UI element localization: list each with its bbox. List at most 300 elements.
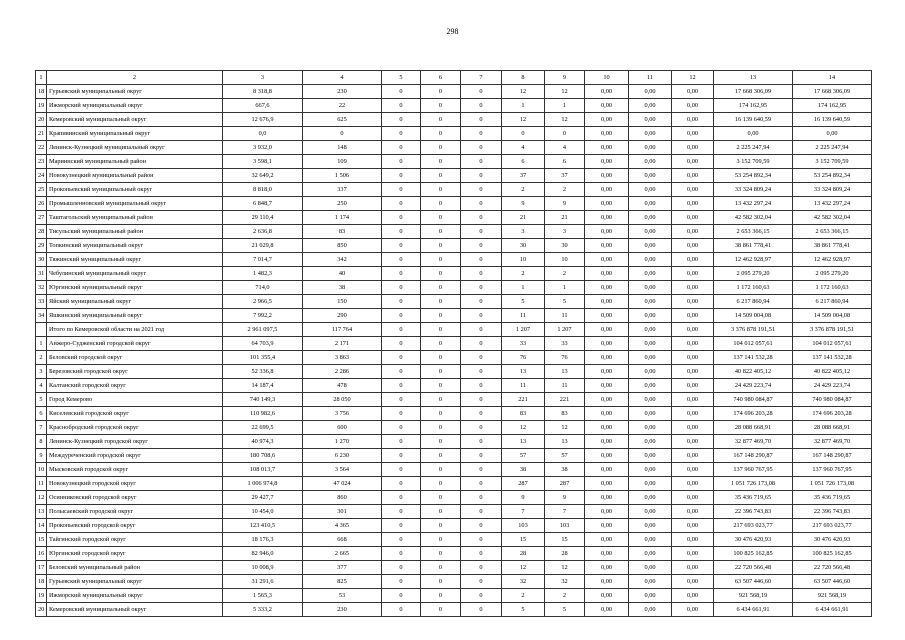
value-cell-col5: 0 <box>382 351 421 365</box>
table-row <box>36 477 872 491</box>
value-cell-col6: 0 <box>421 169 461 183</box>
table-row <box>36 85 872 99</box>
territory-name-cell: Крапивинский муниципальный округ <box>47 127 223 141</box>
value-cell-col3: 1 482,3 <box>223 267 303 281</box>
value-cell-col11: 0,00 <box>629 253 672 267</box>
value-cell-col7: 0 <box>461 351 502 365</box>
value-cell-col8: 28 <box>502 547 545 561</box>
value-cell-col6: 0 <box>421 225 461 239</box>
value-cell-col5: 0 <box>382 603 421 617</box>
value-cell-col7: 0 <box>461 533 502 547</box>
value-cell-col5: 0 <box>382 211 421 225</box>
value-cell-col4: 478 <box>303 379 382 393</box>
value-cell-col10: 0,00 <box>585 253 629 267</box>
value-cell-col7: 0 <box>461 141 502 155</box>
value-cell-col7: 0 <box>461 589 502 603</box>
territory-name-cell: Итого по Кемеровской области на 2021 год <box>47 323 223 337</box>
value-cell-col12: 0,00 <box>672 183 714 197</box>
value-cell-col8: 12 <box>502 85 545 99</box>
value-cell-col13: 2 225 247,94 <box>714 141 793 155</box>
value-cell-col10: 0,00 <box>585 169 629 183</box>
table-row <box>36 603 872 617</box>
value-cell-col3: 3 598,1 <box>223 155 303 169</box>
value-cell-col10: 0,00 <box>585 113 629 127</box>
value-cell-col3: 8 818,0 <box>223 183 303 197</box>
value-cell-col12: 0,00 <box>672 211 714 225</box>
value-cell-col11: 0,00 <box>629 519 672 533</box>
value-cell-col14: 3 152 709,59 <box>793 155 872 169</box>
value-cell-col7: 0 <box>461 309 502 323</box>
territory-name-cell: Березовский городской округ <box>47 365 223 379</box>
table-row <box>36 463 872 477</box>
value-cell-col4: 337 <box>303 183 382 197</box>
row-number-cell: 20 <box>36 113 47 127</box>
value-cell-col9: 37 <box>545 169 585 183</box>
table-row <box>36 435 872 449</box>
row-number-cell: 5 <box>36 393 47 407</box>
table-row <box>36 113 872 127</box>
value-cell-col9: 13 <box>545 365 585 379</box>
value-cell-col10: 0,00 <box>585 407 629 421</box>
value-cell-col5: 0 <box>382 561 421 575</box>
value-cell-col3: 40 974,3 <box>223 435 303 449</box>
value-cell-col11: 0,00 <box>629 407 672 421</box>
value-cell-col4: 1 174 <box>303 211 382 225</box>
value-cell-col4: 3 863 <box>303 351 382 365</box>
row-number-cell: 8 <box>36 435 47 449</box>
value-cell-col7: 0 <box>461 169 502 183</box>
value-cell-col9: 28 <box>545 547 585 561</box>
value-cell-col6: 0 <box>421 239 461 253</box>
row-number-cell: 17 <box>36 561 47 575</box>
value-cell-col9: 6 <box>545 155 585 169</box>
value-cell-col6: 0 <box>421 99 461 113</box>
value-cell-col8: 5 <box>502 603 545 617</box>
row-number-cell: 19 <box>36 99 47 113</box>
value-cell-col6: 0 <box>421 183 461 197</box>
table-row <box>36 407 872 421</box>
value-cell-col6: 0 <box>421 603 461 617</box>
value-cell-col3: 52 336,8 <box>223 365 303 379</box>
value-cell-col5: 0 <box>382 365 421 379</box>
territory-name-cell: Осинниковский городской округ <box>47 491 223 505</box>
value-cell-col8: 12 <box>502 113 545 127</box>
value-cell-col14: 0,00 <box>793 127 872 141</box>
value-cell-col5: 0 <box>382 379 421 393</box>
value-cell-col13: 16 139 640,59 <box>714 113 793 127</box>
value-cell-col10: 0,00 <box>585 155 629 169</box>
value-cell-col12: 0,00 <box>672 407 714 421</box>
value-cell-col5: 0 <box>382 323 421 337</box>
value-cell-col14: 6 434 661,91 <box>793 603 872 617</box>
value-cell-col6: 0 <box>421 589 461 603</box>
row-number-cell: 2 <box>36 351 47 365</box>
value-cell-col14: 24 429 223,74 <box>793 379 872 393</box>
value-cell-col13: 17 668 306,09 <box>714 85 793 99</box>
value-cell-col12: 0,00 <box>672 421 714 435</box>
value-cell-col7: 0 <box>461 99 502 113</box>
value-cell-col13: 3 376 878 191,51 <box>714 323 793 337</box>
value-cell-col11: 0,00 <box>629 169 672 183</box>
value-cell-col13: 63 507 446,60 <box>714 575 793 589</box>
value-cell-col13: 35 436 719,65 <box>714 491 793 505</box>
value-cell-col10: 10 <box>585 71 629 85</box>
territory-name-cell: Кемеровский муниципальный округ <box>47 113 223 127</box>
value-cell-col10: 0,00 <box>585 99 629 113</box>
value-cell-col13: 42 582 302,04 <box>714 211 793 225</box>
value-cell-col12: 0,00 <box>672 85 714 99</box>
value-cell-col12: 0,00 <box>672 575 714 589</box>
value-cell-col12: 0,00 <box>672 463 714 477</box>
row-number-cell: 18 <box>36 575 47 589</box>
value-cell-col14: 1 051 726 173,08 <box>793 477 872 491</box>
value-cell-col10: 0,00 <box>585 477 629 491</box>
value-cell-col9: 13 <box>545 435 585 449</box>
value-cell-col4: 83 <box>303 225 382 239</box>
value-cell-col11: 0,00 <box>629 323 672 337</box>
value-cell-col3: 14 187,4 <box>223 379 303 393</box>
value-cell-col14: 12 462 928,97 <box>793 253 872 267</box>
value-cell-col13: 38 861 778,41 <box>714 239 793 253</box>
value-cell-col10: 0,00 <box>585 323 629 337</box>
value-cell-col5: 0 <box>382 393 421 407</box>
value-cell-col12: 0,00 <box>672 379 714 393</box>
value-cell-col9: 38 <box>545 463 585 477</box>
territory-name-cell: Яйский муниципальный округ <box>47 295 223 309</box>
value-cell-col8: 2 <box>502 183 545 197</box>
value-cell-col9: 33 <box>545 337 585 351</box>
value-cell-col10: 0,00 <box>585 239 629 253</box>
value-cell-col12: 0,00 <box>672 365 714 379</box>
value-cell-col7: 0 <box>461 113 502 127</box>
value-cell-col7: 0 <box>461 127 502 141</box>
value-cell-col12: 0,00 <box>672 491 714 505</box>
value-cell-col4: 342 <box>303 253 382 267</box>
row-number-cell: 33 <box>36 295 47 309</box>
value-cell-col11: 0,00 <box>629 127 672 141</box>
table-row <box>36 211 872 225</box>
table-row <box>36 183 872 197</box>
territory-name-cell: Мысковский городской округ <box>47 463 223 477</box>
value-cell-col12: 0,00 <box>672 561 714 575</box>
value-cell-col12: 0,00 <box>672 239 714 253</box>
value-cell-col11: 0,00 <box>629 421 672 435</box>
value-cell-col11: 0,00 <box>629 533 672 547</box>
value-cell-col10: 0,00 <box>585 533 629 547</box>
value-cell-col13: 174 696 203,28 <box>714 407 793 421</box>
territory-name-cell: Промышленновский муниципальный округ <box>47 197 223 211</box>
value-cell-col12: 0,00 <box>672 449 714 463</box>
table-row <box>36 351 872 365</box>
row-number-cell: 9 <box>36 449 47 463</box>
value-cell-col6: 0 <box>421 253 461 267</box>
value-cell-col4: 38 <box>303 281 382 295</box>
value-cell-col10: 0,00 <box>585 575 629 589</box>
value-cell-col3: 123 410,5 <box>223 519 303 533</box>
value-cell-col5: 0 <box>382 505 421 519</box>
value-cell-col10: 0,00 <box>585 281 629 295</box>
value-cell-col11: 0,00 <box>629 155 672 169</box>
value-cell-col11: 0,00 <box>629 281 672 295</box>
value-cell-col11: 0,00 <box>629 393 672 407</box>
value-cell-col9: 4 <box>545 141 585 155</box>
territory-name-cell: Новокузнецкий муниципальный район <box>47 169 223 183</box>
value-cell-col10: 0,00 <box>585 561 629 575</box>
value-cell-col12: 0,00 <box>672 253 714 267</box>
value-cell-col6: 0 <box>421 267 461 281</box>
value-cell-col4: 3 756 <box>303 407 382 421</box>
value-cell-col10: 0,00 <box>585 547 629 561</box>
value-cell-col14: 2 095 279,20 <box>793 267 872 281</box>
value-cell-col8: 30 <box>502 239 545 253</box>
value-cell-col13: 740 980 084,87 <box>714 393 793 407</box>
value-cell-col14: 740 980 084,87 <box>793 393 872 407</box>
table-row <box>36 449 872 463</box>
value-cell-col8: 11 <box>502 309 545 323</box>
value-cell-col11: 0,00 <box>629 379 672 393</box>
value-cell-col13: 137 141 532,28 <box>714 351 793 365</box>
value-cell-col3: 7 014,7 <box>223 253 303 267</box>
value-cell-col9: 12 <box>545 421 585 435</box>
value-cell-col12: 12 <box>672 71 714 85</box>
territory-name-cell: Гурьевский муниципальный округ <box>47 85 223 99</box>
value-cell-col6: 0 <box>421 281 461 295</box>
value-cell-col6: 0 <box>421 505 461 519</box>
value-cell-col4: 22 <box>303 99 382 113</box>
value-cell-col11: 0,00 <box>629 477 672 491</box>
value-cell-col8: 1 <box>502 281 545 295</box>
value-cell-col3: 21 029,8 <box>223 239 303 253</box>
value-cell-col11: 0,00 <box>629 435 672 449</box>
value-cell-col3: 1 006 974,8 <box>223 477 303 491</box>
value-cell-col14: 63 507 446,60 <box>793 575 872 589</box>
row-number-cell: 27 <box>36 211 47 225</box>
table-row <box>36 155 872 169</box>
value-cell-col6: 0 <box>421 449 461 463</box>
value-cell-col14: 137 141 532,28 <box>793 351 872 365</box>
value-cell-col11: 0,00 <box>629 267 672 281</box>
value-cell-col8: 2 <box>502 267 545 281</box>
territory-name-cell: Тайгинский городской округ <box>47 533 223 547</box>
row-number-cell <box>36 323 47 337</box>
value-cell-col14: 6 217 860,94 <box>793 295 872 309</box>
value-cell-col9: 221 <box>545 393 585 407</box>
value-cell-col9: 21 <box>545 211 585 225</box>
value-cell-col8: 7 <box>502 505 545 519</box>
table-row <box>36 519 872 533</box>
value-cell-col5: 0 <box>382 491 421 505</box>
value-cell-col14: 30 476 420,93 <box>793 533 872 547</box>
value-cell-col12: 0,00 <box>672 169 714 183</box>
value-cell-col4: 6 230 <box>303 449 382 463</box>
value-cell-col3: 7 992,2 <box>223 309 303 323</box>
row-number-cell: 25 <box>36 183 47 197</box>
value-cell-col13: 32 877 469,70 <box>714 435 793 449</box>
value-cell-col4: 250 <box>303 197 382 211</box>
value-cell-col12: 0,00 <box>672 127 714 141</box>
value-cell-col13: 22 720 566,48 <box>714 561 793 575</box>
value-cell-col3: 32 649,2 <box>223 169 303 183</box>
value-cell-col3: 1 565,3 <box>223 589 303 603</box>
value-cell-col8: 13 <box>502 365 545 379</box>
value-cell-col4: 1 506 <box>303 169 382 183</box>
value-cell-col5: 0 <box>382 449 421 463</box>
value-cell-col11: 0,00 <box>629 365 672 379</box>
value-cell-col5: 0 <box>382 267 421 281</box>
value-cell-col9: 57 <box>545 449 585 463</box>
value-cell-col11: 0,00 <box>629 239 672 253</box>
territory-name-cell: Полысаевский городской округ <box>47 505 223 519</box>
value-cell-col11: 0,00 <box>629 589 672 603</box>
value-cell-col3: 10 008,9 <box>223 561 303 575</box>
value-cell-col13: 2 095 279,20 <box>714 267 793 281</box>
value-cell-col3: 180 708,6 <box>223 449 303 463</box>
value-cell-col4: 40 <box>303 267 382 281</box>
value-cell-col11: 0,00 <box>629 225 672 239</box>
value-cell-col8: 0 <box>502 127 545 141</box>
value-cell-col13: 6 217 860,94 <box>714 295 793 309</box>
value-cell-col5: 0 <box>382 477 421 491</box>
value-cell-col8: 103 <box>502 519 545 533</box>
row-number-cell: 13 <box>36 505 47 519</box>
value-cell-col6: 0 <box>421 197 461 211</box>
value-cell-col4: 2 171 <box>303 337 382 351</box>
value-cell-col8: 37 <box>502 169 545 183</box>
value-cell-col7: 0 <box>461 197 502 211</box>
table-row <box>36 505 872 519</box>
value-cell-col9: 2 <box>545 267 585 281</box>
value-cell-col4: 0 <box>303 127 382 141</box>
value-cell-col9: 9 <box>545 197 585 211</box>
value-cell-col9: 287 <box>545 477 585 491</box>
value-cell-col5: 0 <box>382 337 421 351</box>
value-cell-col5: 0 <box>382 253 421 267</box>
row-number-cell: 21 <box>36 127 47 141</box>
value-cell-col6: 0 <box>421 575 461 589</box>
value-cell-col9: 9 <box>545 491 585 505</box>
value-cell-col9: 3 <box>545 225 585 239</box>
value-cell-col8: 6 <box>502 155 545 169</box>
value-cell-col10: 0,00 <box>585 421 629 435</box>
value-cell-col11: 0,00 <box>629 99 672 113</box>
value-cell-col9: 1 207 <box>545 323 585 337</box>
territory-name-cell: Юргинский муниципальный округ <box>47 281 223 295</box>
value-cell-col5: 0 <box>382 295 421 309</box>
row-number-cell: 24 <box>36 169 47 183</box>
table-row <box>36 533 872 547</box>
value-cell-col7: 0 <box>461 253 502 267</box>
value-cell-col12: 0,00 <box>672 533 714 547</box>
value-cell-col5: 0 <box>382 435 421 449</box>
value-cell-col6: 0 <box>421 435 461 449</box>
value-cell-col6: 0 <box>421 309 461 323</box>
value-cell-col12: 0,00 <box>672 603 714 617</box>
table-row <box>36 589 872 603</box>
value-cell-col4: 625 <box>303 113 382 127</box>
value-cell-col12: 0,00 <box>672 197 714 211</box>
value-cell-col7: 0 <box>461 225 502 239</box>
value-cell-col3: 29 110,4 <box>223 211 303 225</box>
value-cell-col12: 0,00 <box>672 113 714 127</box>
value-cell-col14: 1 172 160,63 <box>793 281 872 295</box>
value-cell-col3: 29 427,7 <box>223 491 303 505</box>
value-cell-col12: 0,00 <box>672 547 714 561</box>
value-cell-col8: 1 <box>502 99 545 113</box>
territory-name-cell: Беловский городской округ <box>47 351 223 365</box>
value-cell-col9: 10 <box>545 253 585 267</box>
row-number-cell: 31 <box>36 267 47 281</box>
value-cell-col5: 0 <box>382 281 421 295</box>
value-cell-col11: 0,00 <box>629 211 672 225</box>
value-cell-col9: 12 <box>545 85 585 99</box>
table-row <box>36 225 872 239</box>
value-cell-col14: 35 436 719,65 <box>793 491 872 505</box>
value-cell-col4: 47 024 <box>303 477 382 491</box>
value-cell-col12: 0,00 <box>672 141 714 155</box>
value-cell-col11: 0,00 <box>629 295 672 309</box>
value-cell-col13: 2 653 366,15 <box>714 225 793 239</box>
value-cell-col7: 0 <box>461 491 502 505</box>
value-cell-col9: 1 <box>545 281 585 295</box>
value-cell-col4: 377 <box>303 561 382 575</box>
value-cell-col6: 0 <box>421 421 461 435</box>
value-cell-col6: 0 <box>421 155 461 169</box>
value-cell-col4: 150 <box>303 295 382 309</box>
row-number-cell: 14 <box>36 519 47 533</box>
value-cell-col4: 109 <box>303 155 382 169</box>
value-cell-col5: 0 <box>382 547 421 561</box>
value-cell-col14: 42 582 302,04 <box>793 211 872 225</box>
row-number-cell: 28 <box>36 225 47 239</box>
value-cell-col11: 0,00 <box>629 183 672 197</box>
value-cell-col12: 0,00 <box>672 393 714 407</box>
value-cell-col6: 0 <box>421 463 461 477</box>
row-number-cell: 23 <box>36 155 47 169</box>
value-cell-col4: 825 <box>303 575 382 589</box>
value-cell-col9: 103 <box>545 519 585 533</box>
value-cell-col5: 0 <box>382 407 421 421</box>
value-cell-col14: 174 162,95 <box>793 99 872 113</box>
territory-name-cell: Кемеровский муниципальный округ <box>47 603 223 617</box>
value-cell-col11: 0,00 <box>629 113 672 127</box>
value-cell-col3: 10 454,0 <box>223 505 303 519</box>
table-row <box>36 239 872 253</box>
value-cell-col8: 9 <box>502 197 545 211</box>
value-cell-col12: 0,00 <box>672 589 714 603</box>
value-cell-col4: 2 665 <box>303 547 382 561</box>
value-cell-col12: 0,00 <box>672 337 714 351</box>
value-cell-col10: 0,00 <box>585 85 629 99</box>
value-cell-col14: 22 720 566,48 <box>793 561 872 575</box>
value-cell-col7: 0 <box>461 365 502 379</box>
value-cell-col10: 0,00 <box>585 379 629 393</box>
value-cell-col13: 13 432 297,24 <box>714 197 793 211</box>
territory-name-cell: Тяжинский муниципальный округ <box>47 253 223 267</box>
value-cell-col13: 24 429 223,74 <box>714 379 793 393</box>
value-cell-col7: 0 <box>461 449 502 463</box>
value-cell-col7: 0 <box>461 575 502 589</box>
value-cell-col8: 221 <box>502 393 545 407</box>
value-cell-col13: 137 960 767,95 <box>714 463 793 477</box>
value-cell-col13: 100 825 162,85 <box>714 547 793 561</box>
value-cell-col9: 7 <box>545 505 585 519</box>
value-cell-col7: 0 <box>461 435 502 449</box>
value-cell-col8: 83 <box>502 407 545 421</box>
value-cell-col12: 0,00 <box>672 323 714 337</box>
value-cell-col3: 6 848,7 <box>223 197 303 211</box>
value-cell-col11: 0,00 <box>629 505 672 519</box>
value-cell-col3: 110 982,6 <box>223 407 303 421</box>
